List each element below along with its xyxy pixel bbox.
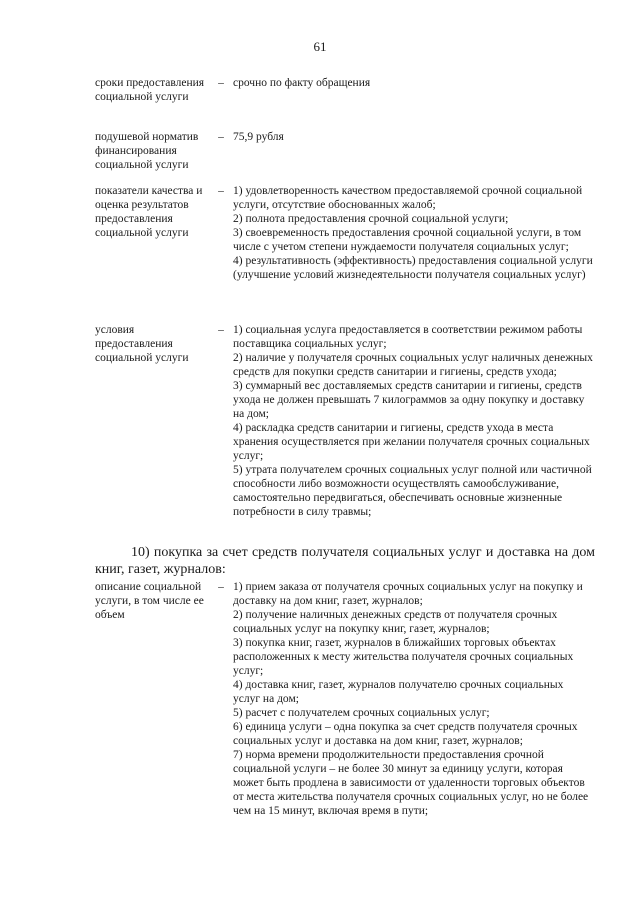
description-item: 2) получение наличных денежных средств от получателя срочных социальных услуг на покупку книг, газет, журналов; [233,609,558,635]
description-item: 2) наличие у получателя срочных социальных услуг наличных денежных средств для покупки средств санитарии и гигиены, средств ухода; [233,352,593,378]
description-item: 1) прием заказа от получателя срочных социальных услуг на покупку и доставку на дом книг, газет, журналов; [233,581,583,607]
dash: – [218,324,224,336]
description-item: 2) полнота предоставления срочной социальной услуги; [233,213,509,225]
description-item: 7) норма времени продолжительности предоставления срочной социальной услуги – не более 30 минут за единицу услуги, которая может быть продлена в зависимости от удаленности торговых объектов от места жительства получателя срочных социальных услуг, но не более чем на 15 минут, включая время в пути; [233,749,589,817]
description [233,130,593,144]
term-label: показатели качества и оценка результатов предоставления социальной услуги [95,185,203,239]
description-item: 1) удовлетворенность качеством предоставляемой срочной социальной услуги, отсутствие обоснованных жалоб; [233,185,583,211]
section-heading: 10) покупка за счет средств получателя социальных услуг и доставка на дом книг, газет, журналов: [95,545,595,577]
description [233,76,593,90]
description-item: 4) доставка книг, газет, журналов получателю срочных социальных услуг на дом; [233,679,564,705]
row-service-description [95,580,615,818]
description-item: срочно по факту обращения [233,77,371,89]
description [233,580,593,818]
description-item: 5) расчет с получателем срочных социальных услуг; [233,707,490,719]
description [233,184,593,282]
description-item: 6) единица услуги – одна покупка за счет средств получателя срочных социальных услуг и доставка на дом книг, газет, журналов; [233,721,578,747]
term-label: условия предоставления социальной услуги [95,324,189,364]
row-quality-indicators [95,184,615,282]
dash: – [218,131,224,143]
description-item: 5) утрата получателем срочных социальных услуг полной или частичной способности либо возможности осуществлять самообслуживание, самостоятельно передвигаться, обеспечивать основные жизненные потребности в силу травмы; [233,464,592,518]
row-service-terms [95,76,615,104]
description-item: 1) социальная услуга предоставляется в соответствии режимом работы поставщика социальных услуг; [233,324,583,350]
row-financing-norm [95,130,615,172]
description [233,323,593,519]
row-service-conditions [95,323,615,519]
term-label: сроки предоставления социальной услуги [95,77,205,103]
dash: – [218,185,224,197]
description-item: 4) раскладка средств санитарии и гигиены, средств ухода в места хранения осуществляется при желании получателя срочных социальных услуг; [233,422,590,462]
term-label: описание социальной услуги, в том числе ее объем [95,581,204,621]
page-number: 61 [313,39,327,54]
description-item: 3) покупка книг, газет, журналов в ближайших торговых объектах расположенных к месту жительства получателя срочных социальных услуг; [233,637,574,677]
description-item: 75,9 рубля [233,131,284,143]
dash: – [218,581,224,593]
description-item: 3) своевременность предоставления срочной социальной услуги, в том числе с учетом степени нуждаемости получателя социальных услуг; [233,227,582,253]
description-item: 4) результативность (эффективность) предоставления социальной услуги (улучшение условий жизнедеятельности получателя социальных услуг) [233,255,593,281]
dash: – [218,77,224,89]
term-label: подушевой норматив финансирования социальной услуги [95,131,199,171]
description-item: 3) суммарный вес доставляемых средств санитарии и гигиены, средств ухода не должен превышать 7 килограммов за одну покупку и доставку на дом; [233,380,585,420]
